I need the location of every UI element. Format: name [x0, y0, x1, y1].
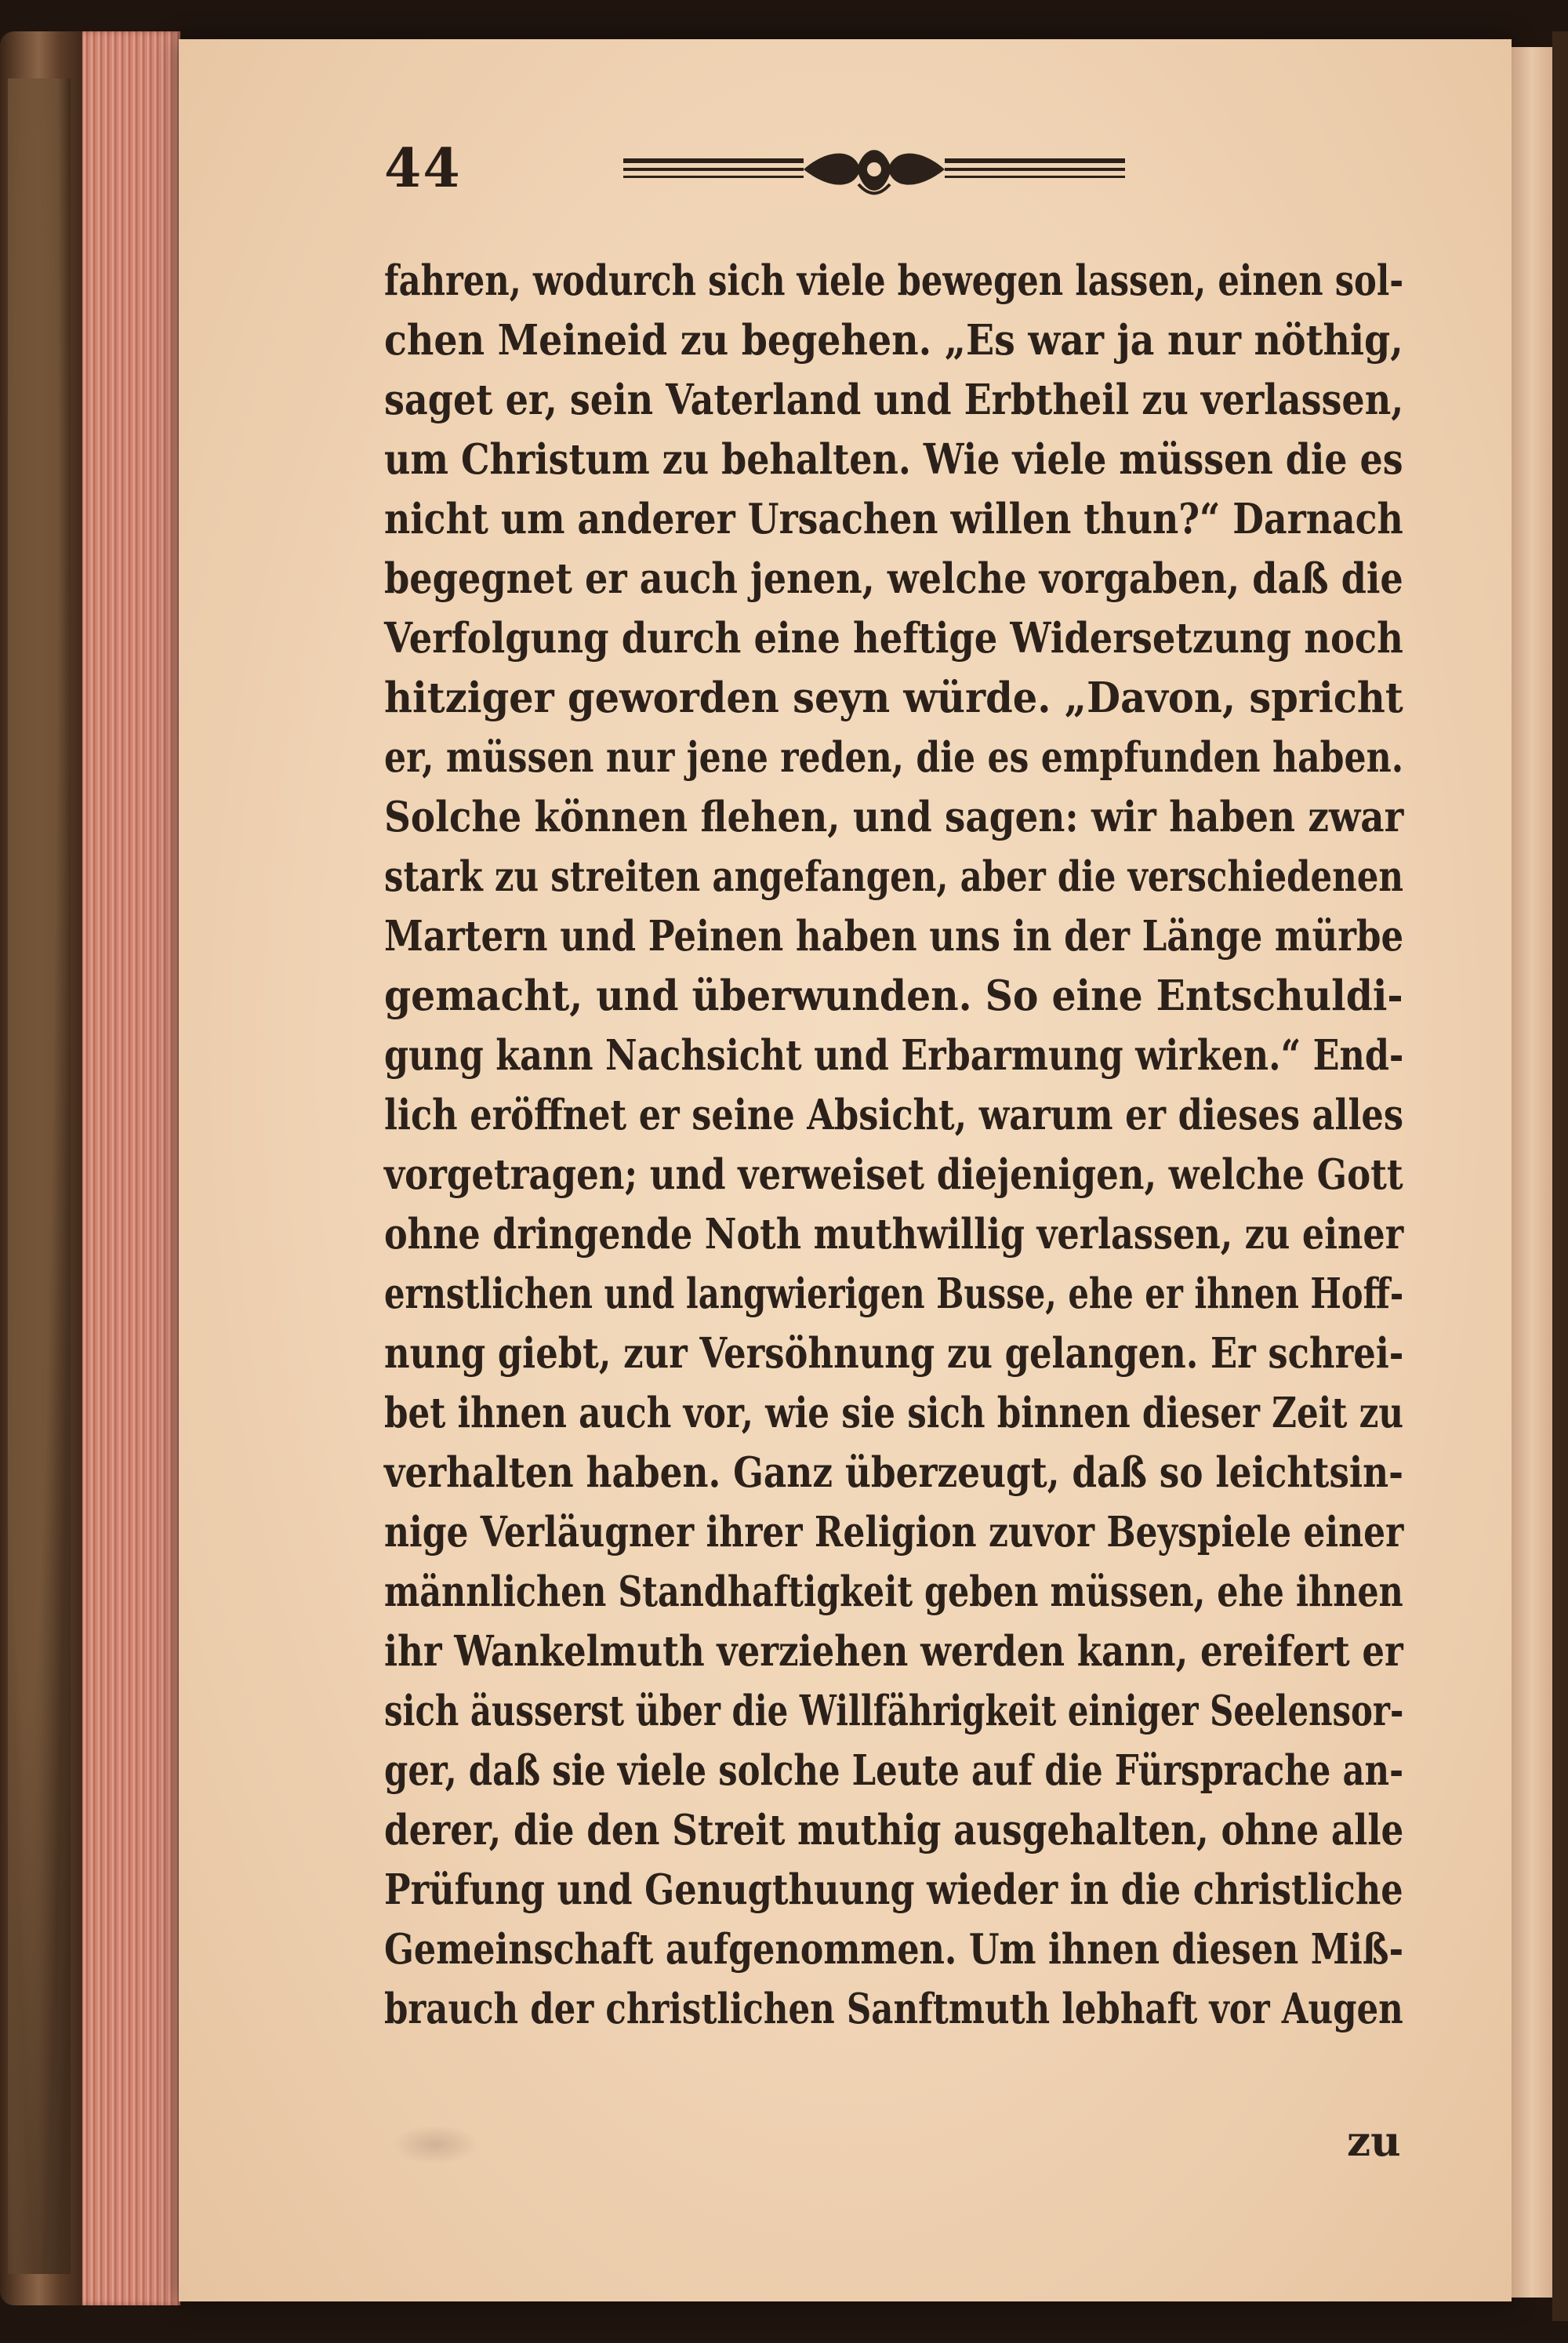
text-line: derer, die den Streit muthig ausgehalten, ohne alle — [384, 1806, 1404, 1854]
text-line: sich äusserst über die Willfährigkeit einiger Seelensor- — [384, 1687, 1404, 1735]
book-binding — [0, 31, 86, 2305]
text-line: brauch der christlichen Sanftmuth lebhaft vor Augen — [384, 1985, 1403, 2033]
page-number: 44 — [384, 137, 462, 200]
text-line: nung giebt, zur Versöhnung zu gelangen. Er schrei- — [384, 1329, 1404, 1378]
body-text — [384, 251, 1403, 2039]
text-line: gung kann Nachsicht und Erbarmung wirken.“ End- — [384, 1031, 1404, 1080]
text-line: Gemeinschaft aufgenommen. Um ihnen diesen Miß- — [384, 1925, 1404, 1974]
text-line: vorgetragen; und verweiset diejenigen, welche Gott — [384, 1150, 1403, 1199]
right-shadow — [1552, 31, 1568, 2321]
text-line: verhalten haben. Ganz überzeugt, daß so leichtsin- — [384, 1448, 1403, 1497]
text-line: ger, daß sie viele solche Leute auf die Fürsprache an- — [384, 1746, 1404, 1795]
text-line: ernstlichen und langwierigen Busse, ehe er ihnen Hoff- — [384, 1270, 1404, 1318]
text-line: lich eröffnet er seine Absicht, warum er dieses alles — [384, 1091, 1404, 1139]
text-line: Verfolgung durch eine heftige Widersetzung noch — [384, 614, 1403, 663]
text-line: stark zu streiten angefangen, aber die verschiedenen — [384, 852, 1404, 901]
catchword: zu — [1347, 2117, 1401, 2166]
header-ornament-icon — [623, 141, 1125, 204]
next-page-edge — [1512, 47, 1552, 2298]
binding-texture — [8, 78, 71, 2274]
text-line: männlichen Standhaftigkeit geben müssen, ehe ihnen — [384, 1567, 1403, 1616]
text-line: Solche können flehen, und sagen: wir haben zwar — [384, 793, 1404, 841]
text-line: nige Verläugner ihrer Religion zuvor Beyspiele einer — [384, 1508, 1404, 1557]
text-line: Prüfung und Genugthuung wieder in die christliche — [384, 1865, 1403, 1914]
text-line: hitziger geworden seyn würde. „Davon, spricht — [384, 674, 1403, 722]
text-line: fahren, wodurch sich viele bewegen lassen, einen sol- — [384, 256, 1404, 305]
text-line: ihr Wankelmuth verziehen werden kann, ereifert er — [384, 1627, 1403, 1676]
text-line: gemacht, und überwunden. So eine Entschuldi- — [384, 972, 1403, 1020]
text-line: chen Meineid zu begehen. „Es war ja nur nöthig, — [384, 316, 1403, 365]
text-line: nicht um anderer Ursachen willen thun?“ Darnach — [384, 495, 1403, 543]
page-edge-stack — [82, 31, 180, 2305]
ink-smudge — [392, 2125, 478, 2164]
text-line: saget er, sein Vaterland und Erbtheil zu verlassen, — [384, 376, 1404, 424]
text-line: er, müssen nur jene reden, die es empfunden haben. — [384, 733, 1404, 782]
text-line: Martern und Peinen haben uns in der Länge mürbe — [384, 912, 1404, 961]
text-line: bet ihnen auch vor, wie sie sich binnen dieser Zeit zu — [384, 1389, 1404, 1437]
text-line: um Christum zu behalten. Wie viele müssen die es — [384, 435, 1403, 484]
text-line: begegnet er auch jenen, welche vorgaben, daß die — [384, 554, 1403, 603]
text-line: ohne dringende Noth muthwillig verlassen, zu einer — [384, 1210, 1404, 1259]
